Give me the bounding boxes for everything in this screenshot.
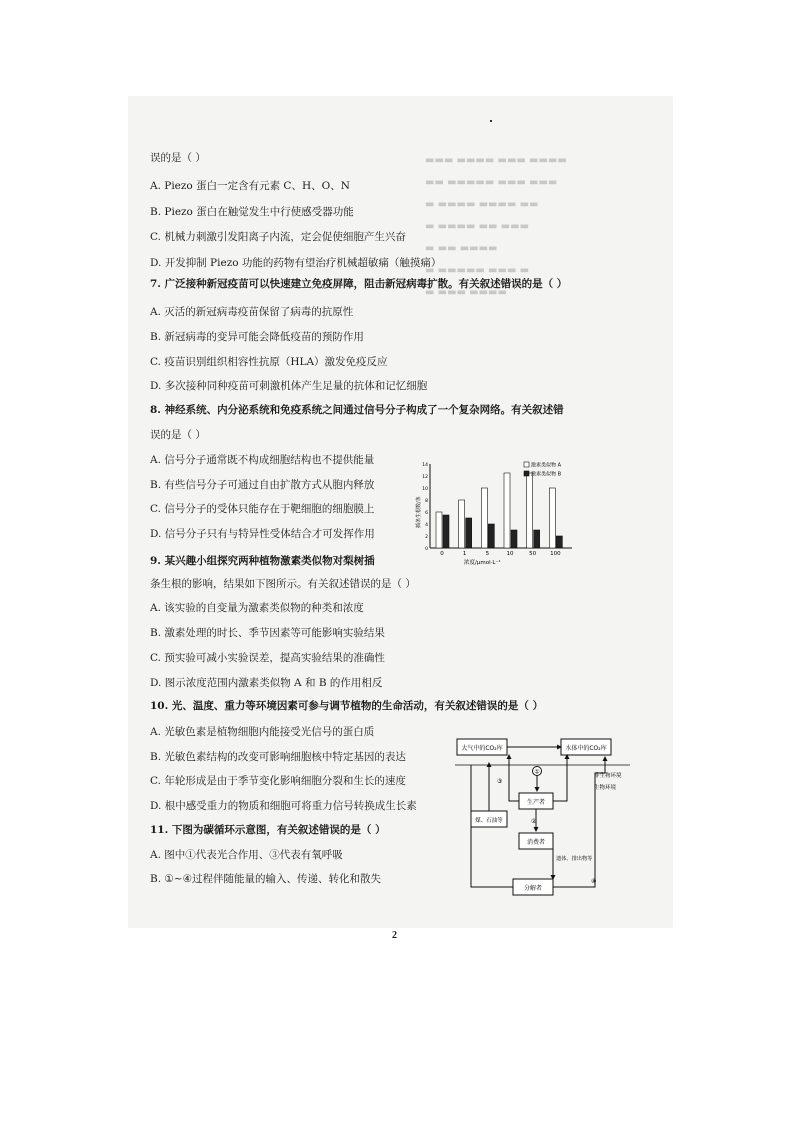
legend-label-a: 激素类似物 A bbox=[531, 462, 562, 469]
y-tick-label: 4 bbox=[425, 523, 428, 528]
water-co2-label: 水体中的CO₂库 bbox=[565, 745, 607, 752]
water-exchange-arrow bbox=[553, 755, 567, 801]
producer-respiration-arrow bbox=[509, 755, 519, 801]
legend-swatch-a bbox=[524, 462, 529, 467]
q8-option-b: B. 有些信号分子可通过自由扩散方式从胞内释放 bbox=[150, 479, 375, 491]
q7-stem: 7. 广泛接种新冠疫苗可以快速建立免疫屏障，阻击新冠病毒扩散。有关叙述错误的是（ ） bbox=[150, 278, 568, 290]
q11-stem: 11. 下图为碳循环示意图，有关叙述错误的是（ ） bbox=[150, 824, 386, 836]
marker-3: ③ bbox=[497, 778, 503, 785]
bar-series-b-0 bbox=[443, 515, 449, 548]
q11-option-b: B. ①~④过程伴随能量的输入、传递、转化和散失 bbox=[150, 873, 382, 885]
q8-option-a: A. 信号分子通常既不构成细胞结构也不提供能量 bbox=[150, 454, 375, 466]
q8-stem-line1: 8. 神经系统、内分泌系统和免疫系统之间通过信号分子构成了一个复杂网络。有关叙述错 bbox=[150, 404, 564, 416]
bar-series-a-10 bbox=[504, 473, 510, 548]
remains-label: 遗体、排出物等 bbox=[556, 856, 593, 862]
q6-option-a: A. Piezo 蛋白一定含有元素 C、H、O、N bbox=[150, 180, 350, 192]
bar-series-a-1 bbox=[459, 500, 465, 548]
y-tick-label: 0 bbox=[425, 547, 428, 552]
consumer-label: 消费者 bbox=[526, 839, 546, 846]
bar-series-b-5 bbox=[488, 524, 494, 548]
q10-option-a: A. 光敏色素是植物细胞内能接受光信号的蛋白质 bbox=[150, 726, 375, 738]
rooting-bar-chart bbox=[412, 456, 590, 566]
chart-y-axis-label: 插条生根数/条 bbox=[416, 496, 422, 528]
q9-option-a: A. 该实验的自变量为激素类似物的种类和浓度 bbox=[150, 602, 364, 614]
q7-option-c: C. 疫苗识别组织相容性抗原（HLA）激发免疫反应 bbox=[150, 356, 388, 368]
q8-stem-line2: 误的是（ ） bbox=[150, 429, 206, 441]
q6-option-b: B. Piezo 蛋白在触觉发生中行使感受器功能 bbox=[150, 206, 354, 218]
chart-x-axis-label: 浓度/μmol·L⁻¹ bbox=[464, 560, 501, 566]
producer-label: 生产者 bbox=[526, 799, 546, 806]
carbon-cycle-diagram bbox=[455, 733, 630, 908]
decomposer-label: 分解者 bbox=[523, 885, 543, 892]
x-tick-label: 50 bbox=[529, 551, 537, 557]
page-number: 2 bbox=[392, 930, 397, 941]
bar-series-b-1 bbox=[466, 518, 472, 548]
q7-option-d: D. 多次接种同种疫苗可刺激机体产生足量的抗体和记忆细胞 bbox=[150, 380, 428, 392]
x-tick-label: 0 bbox=[440, 551, 444, 557]
marker-4: ④ bbox=[591, 878, 597, 885]
q6-option-c: C. 机械力刺激引发阳离子内流，定会促使细胞产生兴奋 bbox=[150, 231, 406, 243]
bar-series-a-0 bbox=[436, 512, 442, 548]
x-tick-label: 10 bbox=[506, 551, 514, 557]
x-tick-label: 100 bbox=[550, 551, 561, 557]
bleed-through-text: ▬▬▬ ▬▬▬▬ ▬▬▬ ▬▬▬▬ ▬▬ ▬▬▬▬▬ ▬▬▬ ▬▬▬ ▬ ▬▬▬▬ ▬▬▬▬ ▬▬ ▬ ▬▬▬▬ ▬▬ ▬▬▬ ▬ ▬▬ ▬▬▬▬ ▬ ▬▬▬▬▬ ▬▬▬ ▬ ▬ ▬▬▬ ▬▬▬▬ bbox=[425, 155, 567, 298]
y-tick-label: 10 bbox=[422, 487, 428, 492]
q10-stem: 10. 光、温度、重力等环境因素可参与调节植物的生命活动，有关叙述错误的是（ ） bbox=[150, 700, 544, 712]
abiotic-label: 非生物环境 bbox=[594, 773, 622, 779]
y-tick-label: 14 bbox=[422, 463, 428, 468]
legend-swatch-b bbox=[524, 471, 529, 476]
q6-tail: 误的是（ ） bbox=[150, 152, 206, 164]
q6-option-d: D. 开发抑制 Piezo 功能的药物有望治疗机械超敏痛（触摸痛） bbox=[150, 257, 442, 269]
q7-option-a: A. 灭活的新冠病毒疫苗保留了病毒的抗原性 bbox=[150, 306, 354, 318]
y-tick-label: 2 bbox=[425, 535, 428, 540]
q9-option-c: C. 预实验可减小实验误差，提高实验结果的准确性 bbox=[150, 652, 385, 664]
fossil-fuel-label: 煤、石油等 bbox=[475, 818, 503, 824]
q10-option-c: C. 年轮形成是由于季节变化影响细胞分裂和生长的速度 bbox=[150, 775, 406, 787]
bar-series-b-100 bbox=[556, 536, 562, 548]
scan-speck bbox=[490, 120, 492, 122]
q8-option-c: C. 信号分子的受体只能存在于靶细胞的细胞膜上 bbox=[150, 503, 375, 515]
bar-series-a-100 bbox=[549, 488, 555, 548]
marker-1-label: ① bbox=[534, 768, 540, 776]
q11-option-a: A. 图中①代表光合作用、③代表有氧呼吸 bbox=[150, 849, 343, 861]
biotic-label: 生物环境 bbox=[594, 785, 617, 791]
legend-label-b: 激素类似物 B bbox=[531, 471, 562, 478]
bar-series-a-5 bbox=[481, 488, 487, 548]
q9-stem-line1: 9. 某兴趣小组探究两种植物激素类似物对梨树插 bbox=[150, 555, 375, 567]
y-tick-label: 8 bbox=[425, 499, 428, 504]
q10-option-b: B. 光敏色素结构的改变可影响细胞核中特定基因的表达 bbox=[150, 751, 406, 763]
q7-option-b: B. 新冠病毒的变异可能会降低疫苗的预防作用 bbox=[150, 331, 364, 343]
q9-option-b: B. 激素处理的时长、季节因素等可能影响实验结果 bbox=[150, 627, 385, 639]
x-tick-label: 1 bbox=[462, 551, 467, 557]
q9-option-d: D. 图示浓度范围内激素类似物 A 和 B 的作用相反 bbox=[150, 677, 383, 689]
x-tick-label: 5 bbox=[485, 551, 490, 557]
atmosphere-co2-label: 大气中的CO₂库 bbox=[461, 745, 503, 752]
y-tick-label: 12 bbox=[422, 475, 428, 480]
bar-series-b-50 bbox=[534, 530, 540, 548]
bar-series-b-10 bbox=[511, 530, 517, 548]
q9-stem-line2: 条生根的影响，结果如下图所示。有关叙述错误的是（ ） bbox=[150, 578, 416, 590]
q10-option-d: D. 根中感受重力的物质和细胞可将重力信号转换成生长素 bbox=[150, 800, 417, 812]
q8-option-d: D. 信号分子只有与特异性受体结合才可发挥作用 bbox=[150, 528, 375, 540]
bar-series-a-50 bbox=[527, 473, 533, 548]
y-tick-label: 6 bbox=[425, 511, 428, 516]
marker-2: ② bbox=[531, 818, 537, 825]
